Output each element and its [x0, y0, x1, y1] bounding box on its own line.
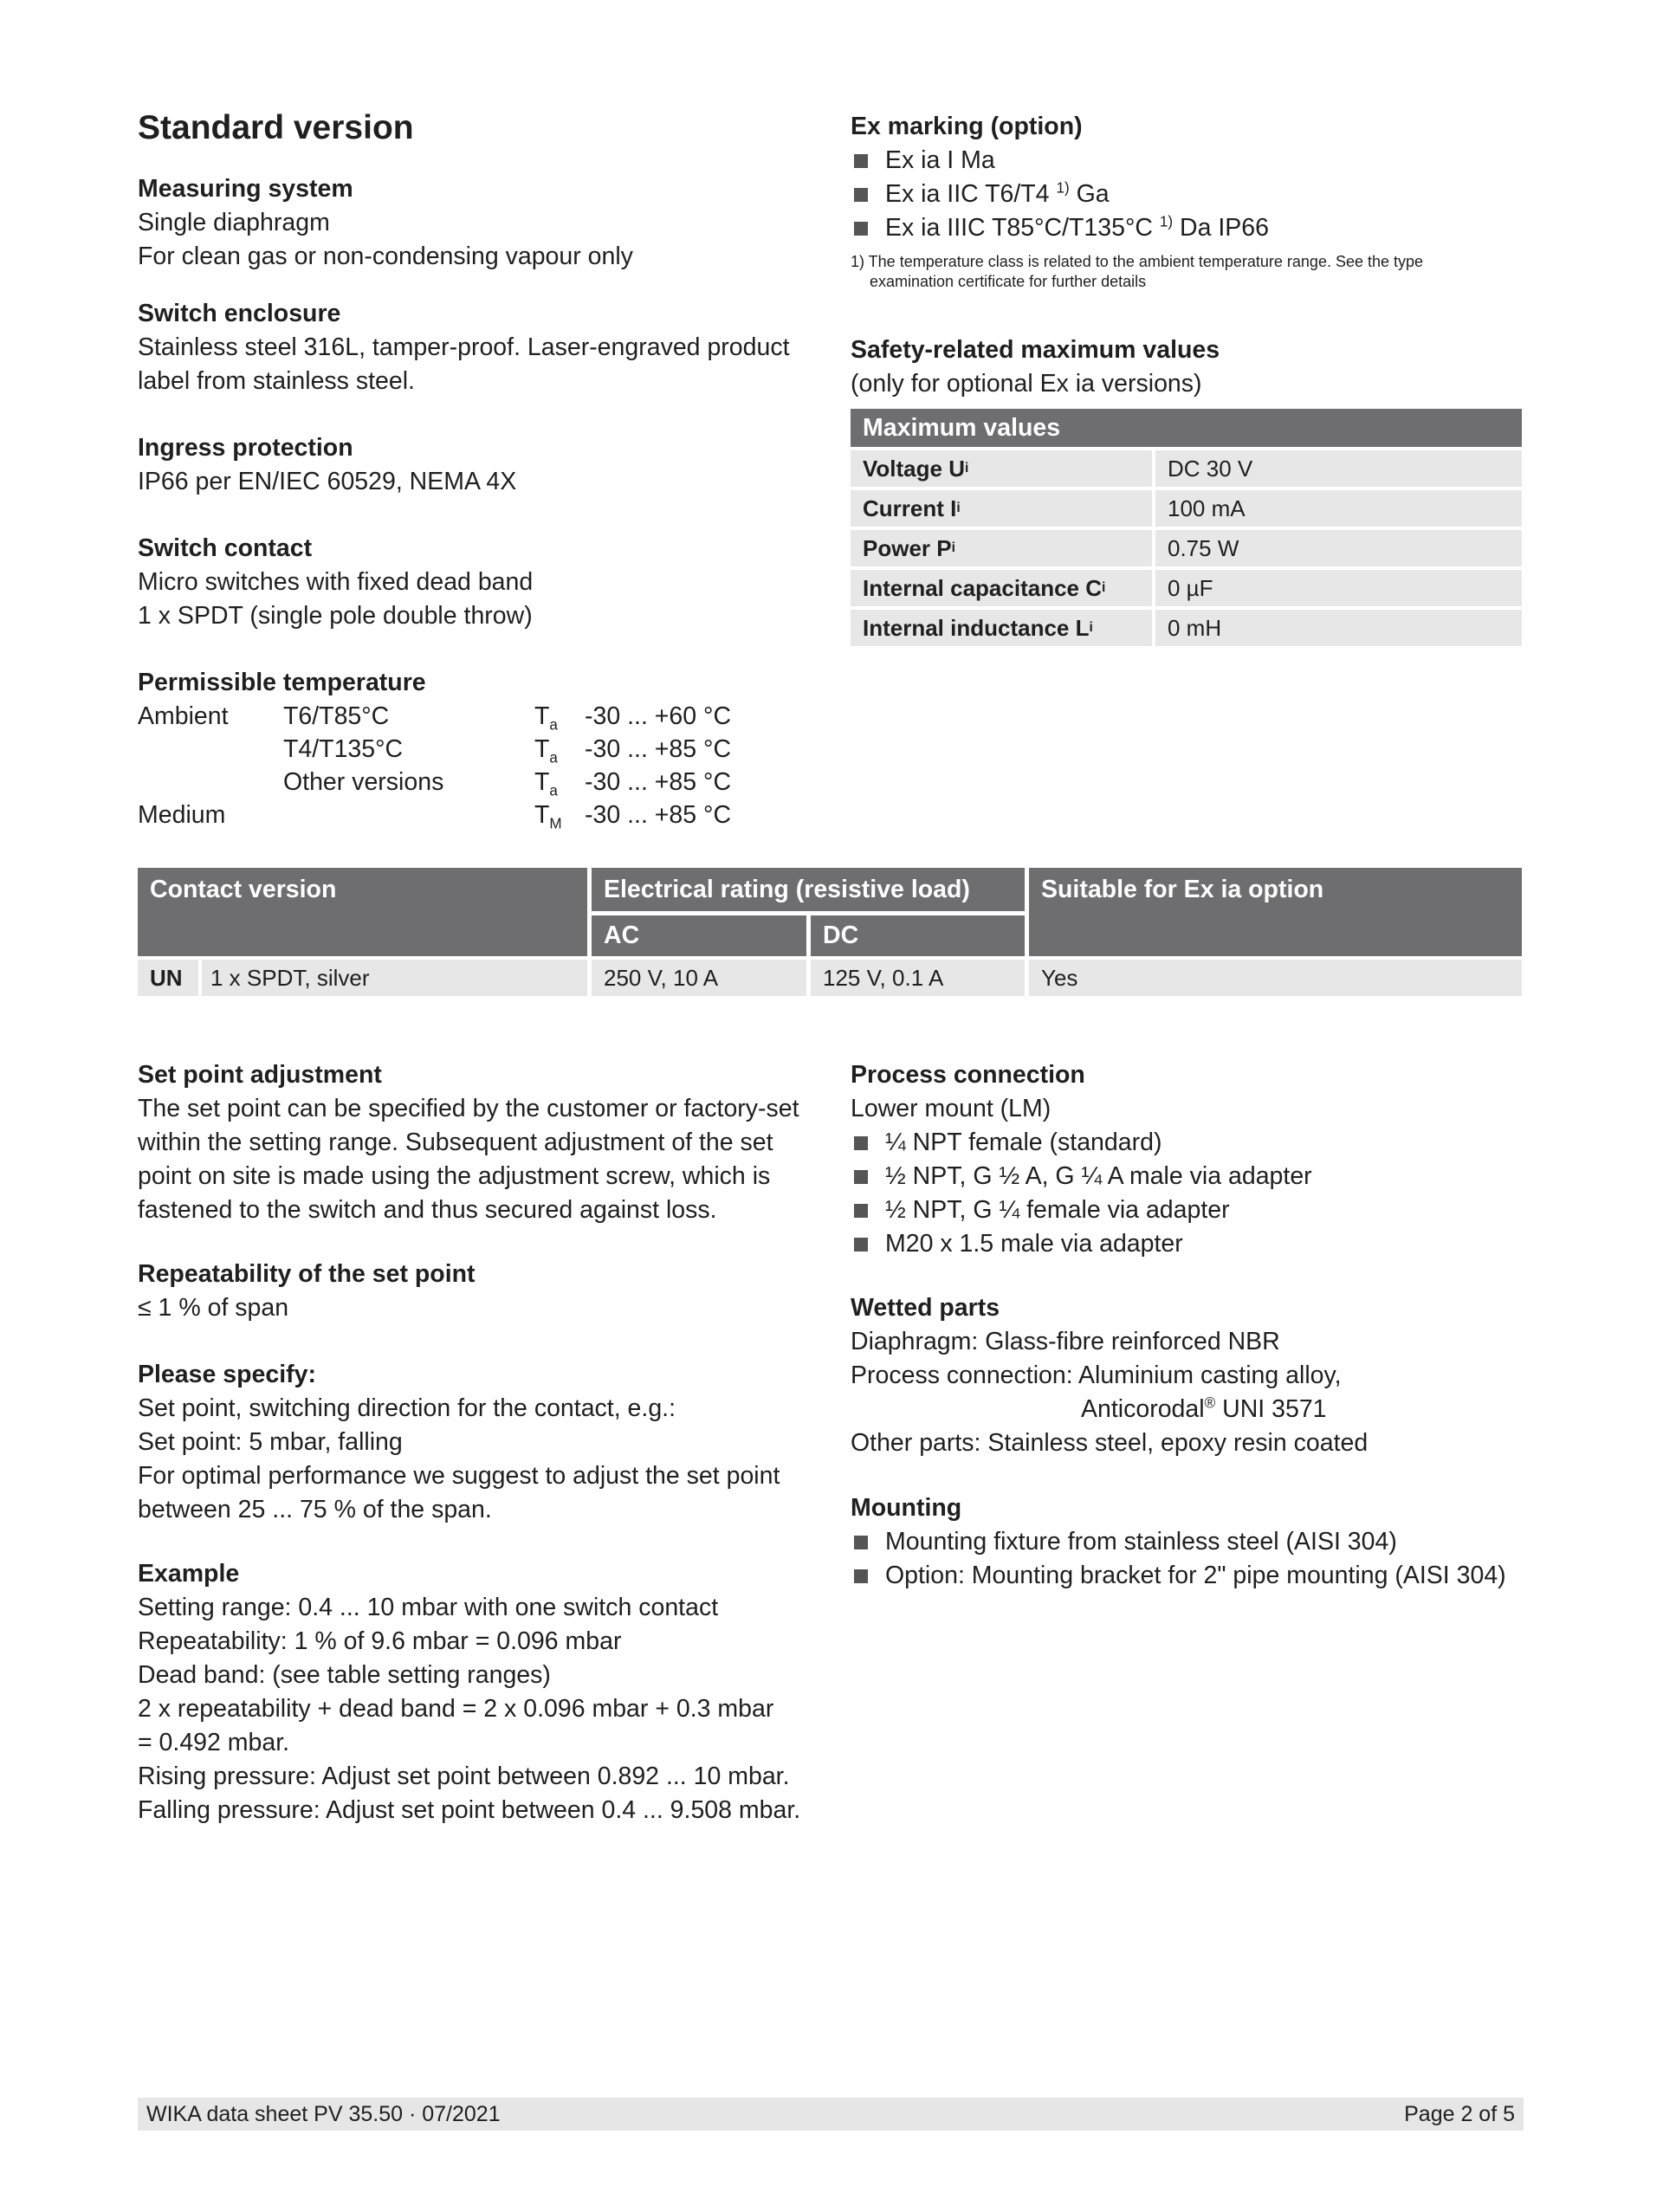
- text-line: Process connection: Aluminium casting alloy,: [851, 1361, 1342, 1389]
- ex-marking-section: [851, 110, 1526, 292]
- text-line: ≤ 1 % of span: [138, 1294, 289, 1322]
- section-heading: Permissible temperature: [138, 669, 426, 696]
- text-line: Setting range: 0.4 ... 10 mbar with one switch contact: [138, 1594, 719, 1621]
- temp-condition: T6/T85°C: [283, 702, 390, 730]
- text-line: within the setting range. Subsequent adjustment of the set: [138, 1129, 773, 1156]
- text-line: Rising pressure: Adjust set point between 0.892 ... 10 mbar.: [138, 1762, 790, 1790]
- footer-document-id: WIKA data sheet PV 35.50 · 07/2021: [146, 2101, 501, 2126]
- text-line: Single diaphragm: [138, 209, 330, 236]
- table-row: [851, 490, 1522, 527]
- param-value: 0 µF: [1155, 570, 1522, 606]
- repeatability-section: [138, 1258, 813, 1325]
- list-item: Ex ia I Ma: [851, 144, 1526, 178]
- temp-range: -30 ... +85 °C: [585, 801, 732, 829]
- temp-condition: [283, 799, 534, 831]
- section-heading: Please specify:: [138, 1361, 316, 1388]
- text-line: For optimal performance we suggest to adjust the set point: [138, 1462, 780, 1490]
- list-item: Mounting fixture from stainless steel (AISI 304): [851, 1525, 1526, 1559]
- header-contact-version: Contact version: [138, 868, 587, 956]
- list-item: Ex ia IIC T6/T4 $^{1)}$ Ga: [851, 178, 1526, 211]
- switch-contact-section: [138, 532, 813, 633]
- rating-dc: 125 V, 0.1 A: [811, 960, 1025, 996]
- text-line: Micro switches with fixed dead band: [138, 568, 534, 596]
- param-value: 100 mA: [1155, 490, 1522, 527]
- param-value: DC 30 V: [1155, 450, 1522, 487]
- switch-enclosure-section: [138, 297, 813, 398]
- page-footer: [138, 2098, 1524, 2131]
- temp-range: -30 ... +85 °C: [585, 768, 732, 796]
- text-line: between 25 ... 75 % of the span.: [138, 1496, 492, 1523]
- param-value: 0.75 W: [1155, 530, 1522, 566]
- section-heading: Process connection: [851, 1061, 1085, 1089]
- safety-values-section: [851, 333, 1526, 401]
- process-connection-section: [851, 1058, 1526, 1261]
- ingress-protection-section: [138, 431, 813, 499]
- example-section: [138, 1557, 813, 1827]
- header-dc: DC: [811, 915, 1025, 956]
- please-specify-section: [138, 1358, 813, 1527]
- bullet-square-icon: [854, 222, 868, 236]
- section-heading: Measuring system: [138, 175, 353, 203]
- section-heading: Safety-related maximum values: [851, 336, 1220, 364]
- table-row: [851, 450, 1522, 487]
- text-line: Dead band: (see table setting ranges): [138, 1661, 551, 1689]
- section-heading: Ingress protection: [138, 434, 353, 462]
- section-heading: Mounting: [851, 1494, 962, 1522]
- text-line: Falling pressure: Adjust set point between 0.4 ... 9.508 mbar.: [138, 1796, 801, 1824]
- rating-ac: 250 V, 10 A: [592, 960, 806, 996]
- param-name: Voltage U i: [851, 450, 1152, 487]
- text-line: label from stainless steel.: [138, 367, 415, 395]
- temp-symbol: $T_a$: [534, 735, 558, 766]
- text-line: The set point can be specified by the customer or factory-set: [138, 1095, 799, 1122]
- header-electrical-rating: Electrical rating (resistive load): [592, 868, 1025, 911]
- text-line: Lower mount (LM): [851, 1095, 1052, 1122]
- list-item: M20 x 1.5 male via adapter: [851, 1227, 1526, 1261]
- temp-label: [138, 733, 283, 766]
- param-name: Internal capacitance C i: [851, 570, 1152, 606]
- text-line: 2 x repeatability + dead band = 2 x 0.096 mbar + 0.3 mbar: [138, 1695, 774, 1723]
- bullet-square-icon: [854, 1536, 868, 1549]
- temp-symbol: $T_a$: [534, 702, 558, 734]
- text-line: 1 x SPDT (single pole double throw): [138, 602, 533, 630]
- section-heading: Set point adjustment: [138, 1061, 382, 1089]
- temp-symbol: $T_M$: [534, 801, 562, 832]
- wetted-parts-section: [851, 1291, 1526, 1460]
- text-line: Stainless steel 316L, tamper-proof. Laser-engraved product: [138, 333, 790, 361]
- list-item: ½ NPT, G ¼ female via adapter: [851, 1193, 1526, 1227]
- bullet-square-icon: [854, 1170, 868, 1184]
- contact-code: UN: [138, 960, 198, 996]
- bullet-square-icon: [854, 1136, 868, 1150]
- temp-label: Ambient: [138, 702, 229, 730]
- ex-ia-suitable: Yes: [1029, 960, 1522, 996]
- contact-description: 1 x SPDT, silver: [202, 960, 587, 996]
- text-line: Diaphragm: Glass-fibre reinforced NBR: [851, 1328, 1280, 1355]
- temperature-grid: [138, 700, 813, 831]
- header-ac: AC: [592, 915, 806, 956]
- bullet-square-icon: [854, 1238, 868, 1252]
- text-line: (only for optional Ex ia versions): [851, 370, 1202, 398]
- section-heading: Repeatability of the set point: [138, 1260, 476, 1288]
- list-item: ½ NPT, G ½ A, G ¼ A male via adapter: [851, 1160, 1526, 1193]
- temp-label: Medium: [138, 801, 226, 829]
- list-item: Ex ia IIIC T85°C/T135°C $^{1)}$ Da IP66: [851, 211, 1526, 245]
- table-row: [851, 570, 1522, 606]
- temp-label: [138, 766, 283, 799]
- footer-page-number: Page 2 of 5: [1404, 2101, 1515, 2126]
- section-heading: Ex marking (option): [851, 113, 1083, 140]
- section-heading: Switch enclosure: [138, 300, 341, 327]
- bullet-square-icon: [854, 1569, 868, 1583]
- table-row: [851, 530, 1522, 566]
- text-line: fastened to the switch and thus secured against loss.: [138, 1196, 717, 1224]
- param-value: 0 mH: [1155, 610, 1522, 646]
- table-row: [851, 610, 1522, 646]
- text-line: Set point, switching direction for the contact, e.g.:: [138, 1394, 676, 1422]
- param-name: Power P i: [851, 530, 1152, 566]
- text-line: Repeatability: 1 % of 9.6 mbar = 0.096 mbar: [138, 1627, 622, 1655]
- section-heading: Switch contact: [138, 534, 313, 562]
- page-title: Standard version: [138, 109, 414, 146]
- temp-condition: Other versions: [283, 768, 444, 796]
- temp-range: -30 ... +60 °C: [585, 702, 732, 730]
- param-name: Current I i: [851, 490, 1152, 527]
- text-line: IP66 per EN/IEC 60529, NEMA 4X: [138, 468, 517, 495]
- text-line: For clean gas or non-condensing vapour only: [138, 243, 633, 270]
- temp-symbol: $T_a$: [534, 768, 558, 799]
- text-line: = 0.492 mbar.: [138, 1729, 290, 1756]
- header-ex-ia-option: Suitable for Ex ia option: [1029, 868, 1522, 956]
- bullet-square-icon: [854, 188, 868, 202]
- temp-range: -30 ... +85 °C: [585, 735, 732, 763]
- text-line: Other parts: Stainless steel, epoxy resin coated: [851, 1429, 1369, 1457]
- param-name: Internal inductance L i: [851, 610, 1152, 646]
- temp-condition: T4/T135°C: [283, 735, 404, 763]
- set-point-adjustment-section: [138, 1058, 813, 1227]
- bullet-square-icon: [854, 1204, 868, 1218]
- text-line: Anticorodal® UNI 3571: [1081, 1394, 1327, 1423]
- footnote: 1) The temperature class is related to the ambient temperature range. See the type examination certificate for further details: [851, 253, 1424, 290]
- table-header: Maximum values: [851, 409, 1522, 447]
- section-heading: Example: [138, 1560, 240, 1588]
- section-heading: Wetted parts: [851, 1294, 1000, 1322]
- list-item: Option: Mounting bracket for 2" pipe mounting (AISI 304): [851, 1559, 1526, 1593]
- text-line: Set point: 5 mbar, falling: [138, 1428, 403, 1456]
- list-item: ¼ NPT female (standard): [851, 1126, 1526, 1160]
- text-line: point on site is made using the adjustment screw, which is: [138, 1162, 771, 1190]
- measuring-system-section: [138, 172, 813, 274]
- maximum-values-table: [851, 409, 1522, 646]
- bullet-square-icon: [854, 154, 868, 168]
- mounting-section: [851, 1491, 1526, 1593]
- permissible-temperature-section: [138, 666, 813, 831]
